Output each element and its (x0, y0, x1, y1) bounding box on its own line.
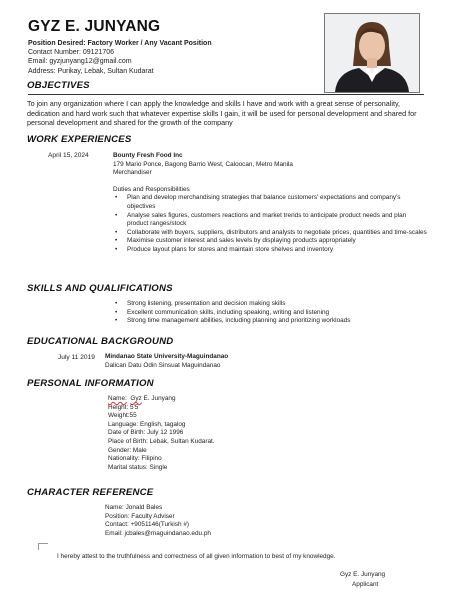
personal-marital: Marital status: Single (108, 463, 168, 471)
personal-dob: Date of Birth: July 12 1996 (108, 429, 184, 437)
personal-heading: PERSONAL INFORMATION (27, 378, 154, 389)
text-cursor-icon (38, 543, 48, 550)
address: Address: Purikay, Lebak, Sultan Kudarat (28, 67, 154, 75)
name-rest: E. Junyang (143, 395, 176, 402)
skills-block (113, 300, 428, 326)
objectives-text: To join any organization where I can apply the knowledge and skills I have and work with a great sense of personality, dedication and hard work such that whatever expertise skills I gain, it will be used for personal development and shared for personal development and shared for the growth of the company (27, 99, 417, 128)
email: Email: gyzjunyang12@gmail.com (28, 58, 132, 66)
work-entry (113, 152, 428, 255)
list-item: • Produce layout plans for stores and maintain store shelves and inventory (113, 246, 428, 255)
position-desired: Position Desired: Factory Worker / Any Vacant Position (28, 40, 212, 47)
personal-pob: Place of Birth: Lebak, Sultan Kudarat. (108, 437, 215, 445)
reference-heading: CHARACTER REFERENCE (27, 487, 154, 498)
personal-gender: Gender: Male (108, 446, 147, 454)
work-role: Merchandiser (113, 169, 152, 177)
work-date: April 15, 2024 (48, 152, 89, 159)
name-label: Name: (108, 395, 127, 402)
reference-contact: Contact: +9051146(Turkish #) (105, 521, 190, 529)
education-heading: EDUCATIONAL BACKGROUND (27, 336, 174, 347)
list-item: • Collaborate with buyers, suppliers, distributors and analysts to negotiate prices, quantities and time-scales (113, 229, 428, 238)
divider (28, 94, 424, 95)
skills-list (113, 300, 428, 326)
profile-photo (324, 13, 420, 93)
list-item: • Analyse sales figures, customers reactions and market trends to anticipate product needs and plan product ranges/stock (113, 212, 428, 229)
duties-list (113, 194, 428, 254)
name-first: Gyz (130, 395, 142, 402)
reference-position: Position: Faculty Adviser (105, 512, 175, 520)
signer-title: Applicant (352, 581, 379, 588)
personal-language: Language: English, tagalog (108, 420, 186, 428)
person-photo-icon (325, 14, 419, 92)
applicant-name: GYZ E. JUNYANG (28, 18, 161, 35)
objectives-heading: OBJECTIVES (27, 80, 90, 91)
reference-email: Email: jcbales@maguindanao.edu.ph (105, 529, 211, 537)
list-item: • Plan and develop merchandising strategies that balance customers' expectations and company's objectives (113, 194, 428, 211)
reference-name: Name: Jonald Bales (105, 504, 163, 511)
list-item: • Strong time management abilities, including planning and prioritizing workloads (113, 317, 428, 326)
personal-height: Height: 5'5 (108, 403, 139, 411)
list-item: • Maximise customer interest and sales levels by displaying products appropriately (113, 237, 428, 246)
personal-weight: Weight:55 (108, 412, 137, 420)
list-item: • Excellent communication skills, including speaking, writing and listening (113, 309, 428, 318)
contact-block (28, 39, 212, 76)
education-date: July 11 2019 (58, 354, 95, 361)
list-item: • Strong listening, presentation and decision making skills (113, 300, 428, 309)
personal-name (108, 395, 408, 404)
attestation: I hereby attest to the truthfulness and correctness of all given information to best of my knowledge. (57, 553, 336, 560)
signer-name: Gyz E. Junyang (340, 571, 386, 578)
work-heading: WORK EXPERIENCES (27, 134, 132, 145)
school-address: Dalican Datu Odin Sinsuat Maguindanao (105, 361, 221, 369)
work-address: 179 Mario Ponce, Bagong Barrio West, Caloocan, Metro Manila (113, 160, 293, 168)
personal-info (108, 395, 408, 472)
duties-label: Duties and Responsibilities (113, 185, 190, 193)
work-company: Bounty Fresh Food Inc (113, 152, 183, 159)
school-name: Mindanao State University-Maguindanao (105, 353, 229, 360)
education-entry (105, 353, 425, 370)
reference-info (105, 504, 405, 538)
personal-nationality: Nationality: Filipino (108, 455, 162, 463)
contact-number: Contact Number: 09121706 (28, 49, 114, 57)
skills-heading: SKILLS AND QUALIFICATIONS (27, 283, 173, 294)
